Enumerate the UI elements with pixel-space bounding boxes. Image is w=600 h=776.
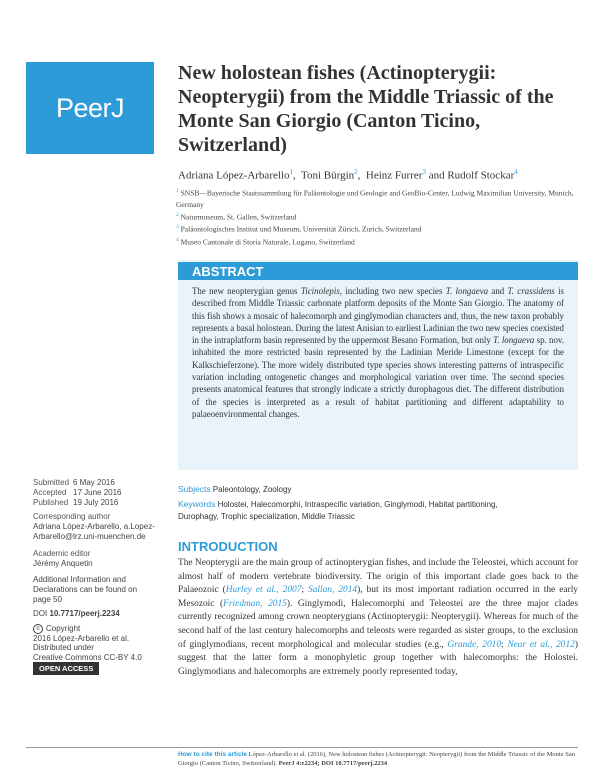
license-link[interactable]: Creative Commons CC-BY 4.0 <box>33 653 142 662</box>
intro-run: ). Ginglymodi, Halecomorphi and Teleostei are the three major clades currently recognized among crown neopterygians (Actinopterygii: Neopterygii). Whereas for much of the second half of the last century halecomorphs and teleosts were regarded as sister groups, to the exclusion of ginglymodians, recent morphological and molecular studies (e.g., <box>178 598 578 650</box>
addl-line: page 50 <box>33 595 62 604</box>
footer-label: How to cite this article <box>178 751 247 758</box>
affil-marker: 4 <box>514 168 518 176</box>
subjects-label: Subjects <box>178 484 211 494</box>
taxon-name: T. longaeva <box>493 335 535 346</box>
citation-link[interactable]: Sallan, 2014 <box>308 585 358 596</box>
affil-text: Museo Cantonale di Storia Naturale, Lugano, Switzerland <box>180 237 355 246</box>
affil-marker: 2 <box>354 168 358 176</box>
addl-line: Additional Information and <box>33 575 126 584</box>
intro-run: The Neopterygii are the main group of actinopterygian fishes, and include the Teleostei, which account for almost half of modern vertebrate biodiversity. The origin of this important clade goes back to the Palaeozoic ( <box>178 558 578 596</box>
author-list <box>178 168 588 182</box>
footer-divider <box>26 747 578 748</box>
doi-label: DOI <box>33 609 48 618</box>
affil-text: SNSB—Bayerische Staatssammlung für Paläontologie und Geologie and GeoBio-Center, Ludwig Maximilian University, Munich, Germany <box>176 188 574 209</box>
affil-num: 1 <box>176 188 179 194</box>
corr-label: Corresponding author <box>33 512 111 521</box>
accepted-date: 17 June 2016 <box>73 488 122 497</box>
subjects-keywords <box>178 483 578 523</box>
license <box>33 643 142 663</box>
author-name[interactable]: Adriana López-Arbarello <box>178 169 290 182</box>
editor-name: Jérémy Anquetin <box>33 559 93 568</box>
keywords-label: Keywords <box>178 499 216 509</box>
license-line: Distributed under <box>33 643 94 652</box>
submitted-date: 6 May 2016 <box>73 478 115 487</box>
article-title: New holostean fishes (Actinopterygii: Neopterygii) from the Middle Triassic of the Monte San Giorgio (Canton Ticino, Switzerland) <box>178 62 554 156</box>
abstract-run: sp. nov. inhabited the more restricted basin represented by the Ladinian Meride Limestone (except for the Kalkschieferzone). The more widely distributed type species shows interesting patterns of intraspecific variation including ontogenetic changes and morphological variation over time. The second species presents anatomical features that strongly indicate a strictly durophagous diet. The different distribution of the species is interpreted as a result of habitat partitioning and different adaptability to palaeoenvironmental changes. <box>192 335 564 419</box>
affil-marker: 1 <box>289 168 293 176</box>
affil-num: 2 <box>176 211 179 218</box>
published-row <box>33 498 122 508</box>
introduction-heading: INTRODUCTION <box>178 539 278 554</box>
keywords-value: Durophagy, Trophic specialization, Middle Triassic <box>178 512 355 521</box>
subjects-value[interactable]: Paleontology, Zoology <box>212 485 292 494</box>
copyright-holder: 2016 López-Arbarello et al. <box>33 634 130 644</box>
affiliations <box>176 186 576 247</box>
subjects-row <box>178 483 578 496</box>
keywords-row <box>178 498 578 523</box>
intro-run: ; <box>501 639 508 650</box>
affil-num: 3 <box>176 224 179 230</box>
affiliation <box>176 210 576 223</box>
peerj-logo <box>26 62 154 154</box>
abstract-heading: ABSTRACT <box>192 264 264 279</box>
author-sep: , <box>357 169 361 182</box>
taxon-name: T. crassidens <box>507 286 555 296</box>
accepted-label: Accepted <box>33 488 67 497</box>
citation-link[interactable]: Friedman, 2015 <box>223 598 287 609</box>
author-sep: , <box>292 169 296 182</box>
affil-text: Naturmuseum, St. Gallen, Switzerland <box>180 212 297 221</box>
affil-marker: 3 <box>422 168 426 176</box>
author-name[interactable]: Rudolf Stockar <box>447 169 515 182</box>
affil-num: 4 <box>176 236 179 243</box>
abstract-run: The new neopterygian genus <box>192 286 301 296</box>
addl-line: Declarations can be found on <box>33 585 138 594</box>
citation-link[interactable]: Near et al., 2012 <box>507 639 575 650</box>
affil-text: Paläontologisches Institut und Museum, Universität Zürich, Zurich, Switzerland <box>180 224 422 234</box>
academic-editor <box>33 549 93 569</box>
abstract-text <box>192 285 564 420</box>
footer-text: López-Arbarello et al. (2016), New holostean fishes (Actinopterygii: Neopterygii) from the Middle Triassic of the Monte San Giorgio (Canton Ticino, Switzerland). <box>178 751 575 767</box>
footer-doi[interactable]: PeerJ 4:e2234; DOI 10.7717/peerj.2234 <box>278 760 388 767</box>
submitted-row <box>33 478 122 488</box>
accepted-row <box>33 488 122 498</box>
taxon-name: T. longaeva <box>445 286 489 296</box>
submission-dates <box>33 478 122 508</box>
submitted-label: Submitted <box>33 478 70 487</box>
intro-run: ; <box>301 585 309 596</box>
published-label: Published <box>33 498 69 507</box>
corr-email[interactable]: Arbarello@lrz.uni-muenchen.de <box>33 532 146 541</box>
author-name[interactable]: Heinz Furrer <box>365 169 423 182</box>
intro-run: ), but its most important radiation occurred in the early Mesozoic ( <box>178 585 578 609</box>
additional-info <box>33 575 137 605</box>
published-date: 19 July 2016 <box>73 498 119 507</box>
introduction-text <box>178 557 578 679</box>
taxon-name: Ticinolepis <box>300 286 340 296</box>
copyright-label: Copyright <box>46 624 81 634</box>
abstract-run: is described from Middle Triassic carbonate platform deposits of the Monte San Giorgio. The anatomy of this fish shows a mosaic of halecomorph and ginglymodian characters and, thus, the new taxon probably represents a basal holostean. During the latest Anisian to earliest Ladinian the two new species coexisted in the intraplatform basin represented by the uppermost Besano Formation, but only <box>192 286 564 346</box>
affiliation <box>176 222 576 235</box>
author-name[interactable]: Toni Bürgin <box>301 169 355 182</box>
author-sep: and <box>428 169 445 182</box>
affiliation <box>176 235 576 248</box>
editor-label: Academic editor <box>33 549 91 558</box>
corr-line[interactable]: Adriana López-Arbarello, a.Lopez- <box>33 522 155 531</box>
logo-text: PeerJ <box>55 92 125 123</box>
affiliation <box>176 186 576 210</box>
abstract-run: and <box>488 286 508 296</box>
copyright-icon: © <box>33 624 43 634</box>
copyright <box>33 624 129 644</box>
citation-link[interactable]: Grande, 2010 <box>447 639 502 650</box>
doi-link[interactable]: 10.7717/peerj.2234 <box>49 609 120 618</box>
citation-footer <box>178 750 578 768</box>
intro-run: ) suggest that the latter form a monophyletic group together with halecomorphs: the Holostei. Ginglymodians and halecomorphs are extremely poorly represented today, <box>178 639 578 677</box>
abstract-run: , including two new species <box>339 286 446 296</box>
corresponding-author <box>33 512 155 542</box>
open-access-badge: OPEN ACCESS <box>33 662 99 675</box>
doi <box>33 609 120 619</box>
keywords-value: Holostei, Halecomorphi, Intraspecific variation, Ginglymodi, Habitat partitioning, <box>217 500 498 509</box>
citation-link[interactable]: Hurley et al., 2007 <box>225 585 302 596</box>
